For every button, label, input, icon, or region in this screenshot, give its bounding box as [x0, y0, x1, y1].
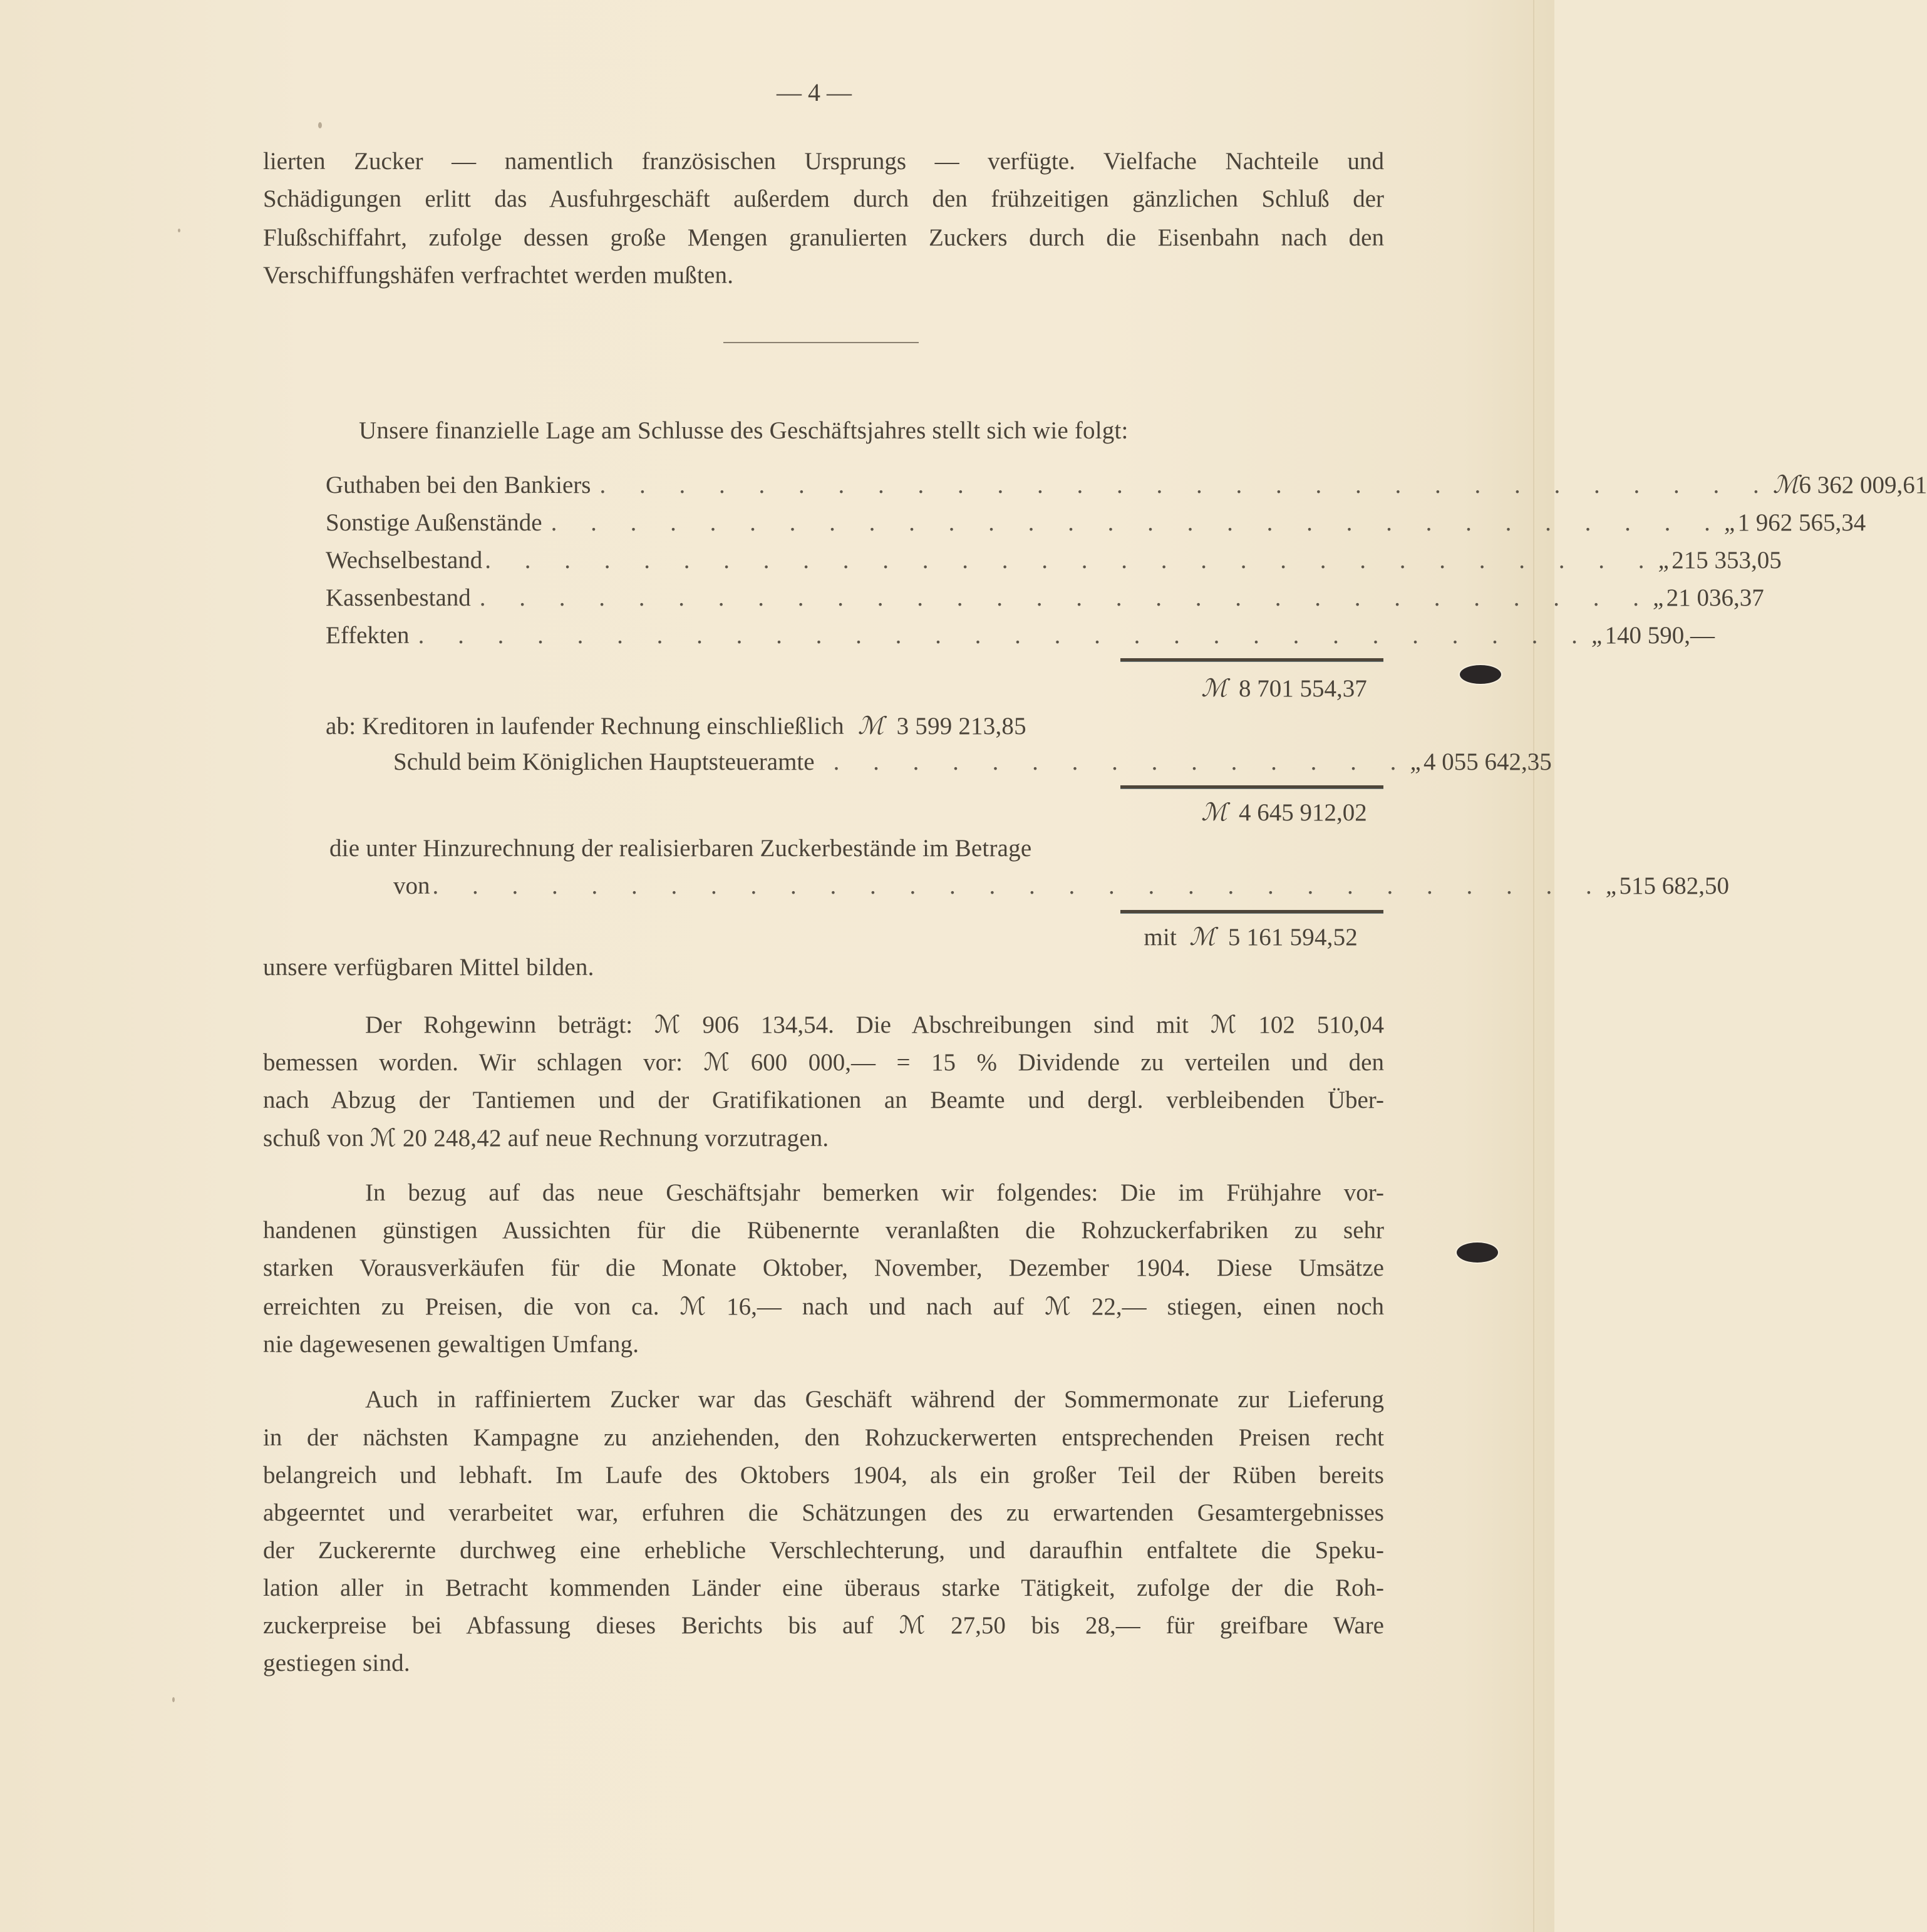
ledger-row: [326, 508, 1866, 538]
ledger-row: [326, 545, 1782, 576]
leader-dots: . . . . . . . . . . . . . . . . . . . . . . . . . . . . . .: [550, 509, 1724, 536]
paper-speck: [172, 1697, 175, 1702]
statement-closing: unsere verfügbaren Mittel bilden.: [263, 954, 594, 981]
subtotal-row: [326, 674, 1367, 704]
ditto-mark: „: [1658, 547, 1672, 574]
ledger-row: [326, 621, 1715, 651]
ledger-row: [393, 747, 1552, 777]
ditto-mark: „: [1605, 872, 1620, 899]
text-line: der Zuckerernte durchweg eine erhebliche Verschlechterung, und daraufhin entfaltete die Speku-: [263, 1537, 1384, 1564]
ledger-row: [326, 470, 1927, 500]
paper-speck: [178, 229, 180, 232]
currency-mark: ℳ: [1201, 799, 1227, 826]
ditto-mark: „: [1723, 509, 1738, 536]
ditto-mark: „: [1653, 584, 1666, 611]
leader-dots: . . . . . . . . . . . . . . .: [833, 748, 1410, 775]
ledger-label: Wechselbestand: [326, 547, 483, 574]
text-line: Schädigungen erlitt das Ausfuhrgeschäft außerdem durch den frühzeitigen gänzlichen Schluß der: [263, 185, 1384, 212]
assets-total: 8 701 554,37: [1239, 675, 1367, 702]
final-total-prefix: mit: [1144, 924, 1177, 951]
text-line: in der nächsten Kampagne zu anziehenden, den Rohzuckerwerten entsprechenden Preisen recht: [263, 1424, 1384, 1451]
text-line: lierten Zucker — namentlich französischen Ursprungs — verfügte. Vielfache Nachteile und: [263, 148, 1384, 175]
ledger-label: Effekten: [326, 622, 410, 649]
ledger-label: von: [393, 872, 430, 899]
text-line: bemessen worden. Wir schlagen vor: ℳ 600 000,— = 15 % Dividende zu verteilen und den: [263, 1049, 1384, 1076]
leader-dots: . . . . . . . . . . . . . . . . . . . . . . . . . . . . . .: [418, 622, 1591, 649]
ledger-label: Schuld beim Königlichen Hauptsteueramte: [393, 748, 815, 775]
creditors-line: [326, 711, 1026, 741]
sum-rule: [1120, 785, 1383, 789]
ledger-label: Guthaben bei den Bankiers: [326, 472, 591, 498]
ledger-value: 4 055 642,35: [1423, 748, 1552, 775]
final-total-line: [1126, 922, 1358, 953]
ledger-value: 515 682,50: [1619, 872, 1729, 899]
text-line: starken Vorausverkäufen für die Monate Oktober, November, Dezember 1904. Diese Umsätze: [263, 1254, 1384, 1281]
text-line: abgeerntet und verarbeitet war, erfuhren die Schätzungen des zu erwartenden Gesamtergebnisses: [263, 1499, 1384, 1526]
ledger-value: 21 036,37: [1666, 584, 1764, 611]
punch-hole: [1460, 665, 1501, 684]
creditors-label: ab: Kreditoren in laufender Rechnung einschließlich: [326, 713, 844, 740]
text-line: In bezug auf das neue Geschäftsjahr bemerken wir folgendes: Die im Frühjahre vor-: [365, 1179, 1384, 1206]
final-total: 5 161 594,52: [1227, 924, 1358, 951]
ledger-value: 215 353,05: [1671, 547, 1782, 574]
text-line: gestiegen sind.: [263, 1650, 410, 1676]
subtotal-row: [326, 798, 1367, 828]
sum-rule: [1120, 658, 1383, 662]
text-line: handenen günstigen Aussichten für die Rübenernte veranlaßten die Rohzuckerfabriken zu sehr: [263, 1217, 1384, 1244]
text-line: zuckerpreise bei Abfassung dieses Berichts bis auf ℳ 27,50 bis 28,— für greifbare Ware: [263, 1612, 1384, 1639]
ledger-value: 6 362 009,61: [1799, 472, 1927, 498]
page-number: — 4 —: [777, 78, 852, 106]
section-separator: [723, 342, 919, 343]
ledger-label: Sonstige Außenstände: [326, 509, 542, 536]
text-line: Flußschiffahrt, zufolge dessen große Mengen granulierten Zuckers durch die Eisenbahn nach den: [263, 224, 1384, 251]
ledger-value: 1 962 565,34: [1737, 509, 1866, 536]
leader-dots: . . . . . . . . . . . . . . . . . . . . . . . . . . . . . .: [432, 872, 1606, 899]
leader-dots: . . . . . . . . . . . . . . . . . . . . . . . . . . . . . .: [485, 547, 1658, 574]
paper-speck: [318, 122, 322, 128]
currency-mark: ℳ: [1189, 924, 1216, 951]
sugar-stock-label: die unter Hinzurechnung der realisierbaren Zuckerbestände im Betrage: [329, 835, 1032, 862]
statement-intro: Unsere finanzielle Lage am Schlusse des Geschäftsjahres stellt sich wie folgt:: [359, 417, 1129, 444]
creditors-inline-value: 3 599 213,85: [896, 713, 1026, 740]
text-line: Verschiffungshäfen verfrachtet werden mußten.: [263, 262, 734, 289]
text-line: nach Abzug der Tantiemen und der Gratifikationen an Beamte und dergl. verbleibenden Über-: [263, 1087, 1384, 1113]
ledger-row: [326, 583, 1764, 613]
currency-mark: ℳ: [1201, 675, 1227, 702]
text-line: erreichten zu Preisen, die von ca. ℳ 16,— nach und nach auf ℳ 22,— stiegen, einen noch: [263, 1293, 1384, 1320]
currency-mark: ℳ: [1772, 472, 1799, 498]
text-line: Der Rohgewinn beträgt: ℳ 906 134,54. Die Abschreibungen sind mit ℳ 102 510,04: [365, 1011, 1384, 1038]
leader-dots: . . . . . . . . . . . . . . . . . . . . . . . . . . . . . .: [479, 584, 1653, 611]
ditto-mark: „: [1591, 622, 1605, 649]
text-line: schuß von ℳ 20 248,42 auf neue Rechnung vorzutragen.: [263, 1125, 829, 1152]
text-line: belangreich und lebhaft. Im Laufe des Oktobers 1904, als ein großer Teil der Rüben bereits: [263, 1462, 1384, 1489]
currency-mark: ℳ: [857, 713, 884, 740]
ditto-mark: „: [1410, 748, 1424, 775]
paper-edge: [1533, 0, 1534, 1932]
text-line: Auch in raffiniertem Zucker war das Geschäft während der Sommermonate zur Lieferung: [365, 1386, 1384, 1413]
ledger-value: 140 590,—: [1604, 622, 1715, 649]
sum-rule: [1120, 910, 1383, 914]
ledger-label: Kassenbestand: [326, 584, 471, 611]
text-line: nie dagewesenen gewaltigen Umfang.: [263, 1331, 639, 1358]
ledger-row: [393, 871, 1729, 901]
text-line: lation aller in Betracht kommenden Länder eine überaus starke Tätigkeit, zufolge der die Roh-: [263, 1574, 1384, 1601]
net-total: 4 645 912,02: [1239, 799, 1367, 826]
punch-hole: [1457, 1242, 1498, 1263]
leader-dots: . . . . . . . . . . . . . . . . . . . . . . . . . . . . . .: [599, 472, 1773, 498]
